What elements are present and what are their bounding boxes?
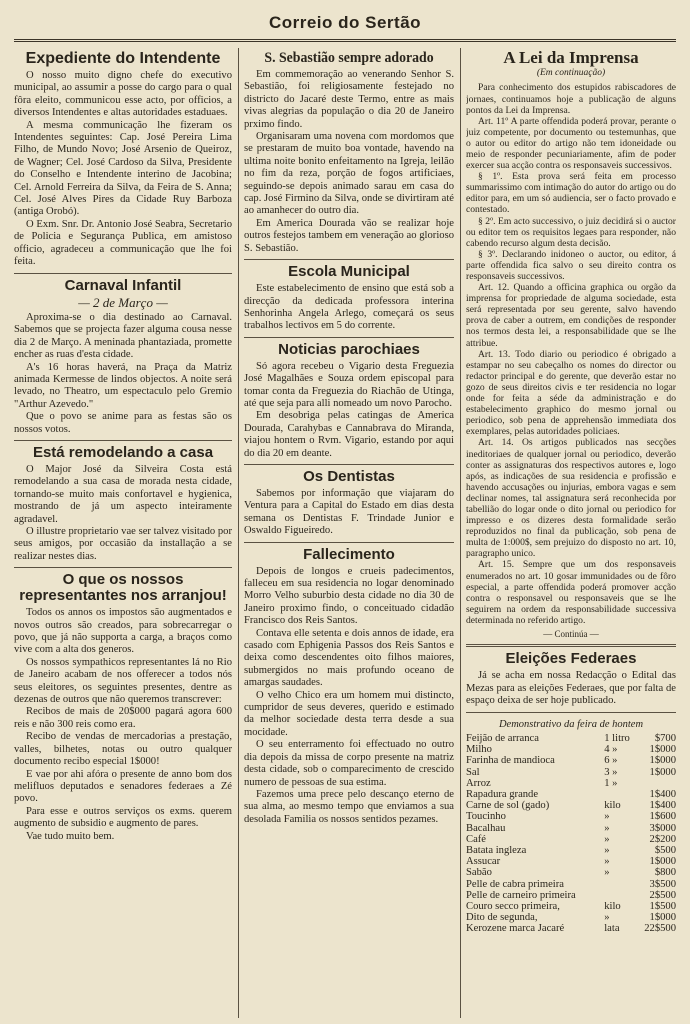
feira-item-unit: »	[604, 811, 610, 823]
feira-item-price: 1$000	[649, 912, 676, 924]
feira-item-unit: »	[604, 867, 610, 879]
paragraph: O illustre proprietario vae ser talvez visitado por seus amigos, por occasião da installação a se realizar nestes dias.	[14, 526, 232, 562]
paragraph: Todos os annos os impostos são augmentados e novos outros são creados, para sobrecarregar o povo, que já não supporta a carga, a braços como vive com a alta dos generos.	[14, 607, 232, 656]
article-separator	[244, 259, 454, 260]
feira-item-name: Arroz	[466, 777, 491, 789]
article-title: Carnaval Infantil	[64, 276, 182, 294]
article-sebastiao	[244, 50, 454, 255]
feira-item-price: 2$200	[649, 833, 676, 845]
article-eleicoes	[466, 651, 676, 707]
feira-item-price: 22$500	[644, 923, 676, 935]
feira-item-price: 3$500	[649, 878, 676, 890]
paragraph: Aproxima-se o dia destinado ao Carnaval. Sabemos que se projecta fazer alguma cousa nesse dia 2 de Março. A meninada phantaziada, promette encher as ruas d'esta cidade.	[14, 311, 232, 361]
column-divider	[238, 48, 239, 1018]
feira-item-name: Feijão de arranca	[466, 733, 539, 745]
paragraph: Que o povo se anime para as festas são os nossos votos.	[14, 411, 232, 435]
article-separator	[466, 712, 676, 713]
article-title: Está remodelando a casa	[32, 443, 214, 461]
article-carnaval	[14, 278, 232, 436]
column-3	[466, 48, 676, 1018]
feira-item-name: Sabão	[466, 867, 492, 879]
feira-item-name: Kerozene marca Jacaré	[466, 923, 565, 935]
paragraph: Este estabelecimento de ensino que está sob a direcção da dedicada professora interina Senhorinha Angela Arlego, começará os seus trabalhos lectivos em 5 do corrente.	[244, 283, 454, 332]
article-title: A Lei da Imprensa	[503, 48, 639, 67]
feira-item-name: Bacalhau	[466, 822, 506, 834]
feira-row	[466, 856, 676, 867]
feira-item-unit: 1 »	[604, 777, 618, 789]
feira-row	[466, 755, 676, 766]
feira-item-name: Assucar	[466, 856, 501, 868]
feira-item-name: Batata ingleza	[466, 845, 527, 857]
newspaper-title: Correio do Sertão	[268, 13, 422, 32]
paragraph: Sabemos por informação que viajaram do Ventura para a Capital do Estado em dias desta semana os Dentistas F. Trindade Junior e Oswaldo Figueiredo.	[244, 487, 454, 537]
feira-item-unit: »	[604, 856, 610, 868]
paragraph: § 1º. Esta prova será feita em processo summarissimo com intimação do autor do artigo ou do editor para, em um só audiencia, ser o facto provado e contestado.	[466, 171, 676, 216]
feira-item-price: 1$600	[649, 811, 676, 823]
feira-row	[466, 789, 676, 800]
masthead	[0, 8, 690, 42]
article-title: O que os nossos representantes nos arranjou!	[19, 571, 227, 605]
paragraph: A's 16 horas haverá, na Praça da Matriz animada Kermesse de lindos objectos. A noite será levado, no Theatro, um espectaculo pelo Gremio "Arthur Azevedo."	[14, 361, 232, 410]
article-fallecimento	[244, 547, 454, 827]
feira-item-name: Carne de sol (gado)	[466, 800, 550, 812]
feira-item-price: 1$000	[649, 856, 676, 868]
feira-row	[466, 845, 676, 856]
article-subtitle: (Em continuação)	[536, 68, 606, 78]
article-separator	[466, 644, 676, 647]
feira-item-name: Farinha de mandioca	[466, 755, 555, 767]
paragraph: Recibo de vendas de mercadorias a prestação, valles, bilhetes, notas ou outro qualquer documento recibo especial 1$000!	[14, 731, 232, 768]
paragraph: § 2º. Em acto successivo, o juiz decidirá si o auctor ou editor tem os requisitos legaes para responder, não cabendo recurso algum desta decisão.	[466, 215, 676, 249]
article-separator	[14, 273, 232, 274]
feira-item-price: 2$500	[649, 889, 676, 901]
column-divider	[460, 48, 461, 1018]
feira-item-price: 1$000	[649, 744, 676, 756]
feira-item-name: Milho	[466, 744, 492, 756]
feira-row	[466, 867, 676, 878]
article-dentistas	[244, 469, 454, 538]
paragraph: Em desobriga pelas catingas de America Dourada, Carahybas e Cannabrava do Miranda, viajou hontem o Rvm. Vigario, estando por aqui do dia 20 em deante.	[244, 410, 454, 459]
feira-item-name: Pelle de carneiro primeira	[466, 889, 576, 901]
feira-item-unit: »	[604, 845, 610, 857]
article-separator	[244, 542, 454, 543]
article-title: Fallecimento	[303, 545, 395, 563]
paragraph: O velho Chico era um homem mui distincto, cumpridor de seus deveres, querido e estimado da melhor sociedade desta terra desde a sua mocidade.	[244, 689, 454, 738]
paragraph: Contava elle setenta e dois annos de idade, era casado com Ephigenia Passos dos Reis Santos e deixa como descendentes oito filhos maiores, submergidos no mais profundo oceano de amargas saudades.	[244, 627, 454, 689]
article-subtitle: — 2 de Março —	[78, 294, 168, 310]
feira-item-name: Dito de segunda,	[466, 912, 538, 924]
feira-title: Demonstrativo da feira de hontem	[498, 718, 644, 730]
feira-item-name: Sal	[466, 766, 480, 778]
article-separator	[14, 440, 232, 441]
paragraph: O Exm. Snr. Dr. Antonio José Seabra, Secretario de Policia e Segurança Publica, em amistoso officio, agradeceu a communicação que lhe foi feita.	[14, 218, 232, 268]
feira-item-price: 1$400	[649, 800, 676, 812]
article-title: Eleições Federaes	[505, 650, 637, 668]
article-parochiaes	[244, 342, 454, 460]
feira-row	[466, 767, 676, 778]
paragraph: A mesma communicação lhe fizeram os Intendentes seguintes: Cap. José Pereira Lima Filho, de Mundo Novo; José Arsenio de Queiroz, de Wagner; Cel. José Cardoso da Silva, Presidente do Conselho e Intendente interino de Jacobina; Cel. Arnold Ferreira da Silva, da Feira de S. Anna; Cel. José Alves Pires da Cidade Ruy Barboza (antiga Orobó).	[14, 119, 232, 218]
article-title: Escola Municipal	[288, 263, 410, 281]
paragraph: Organisaram uma novena com mordomos que se prestaram de muito boa vontade, havendo na ultima noite bonito enfeitamento na Igreja, leilão no fim da reza, porção de fogos artificiaes, seguindo-se depois animado sarau em casa do cap. José Firmino da Silva, onde se divirtiram até ao amanhecer do outro dia.	[244, 131, 454, 217]
feira-item-unit: kilo	[604, 800, 621, 812]
feira-item-price: $700	[654, 733, 676, 745]
feira-item-price	[637, 778, 676, 789]
feira-row	[466, 823, 676, 834]
feira-item-price: 1$500	[649, 901, 676, 913]
masthead-rule	[14, 39, 676, 42]
feira-item-unit: 3 »	[604, 766, 618, 778]
paragraph: E vae por ahi afóra o presente de anno bom dos melifluos deputados e senadores federaes a Zé povo.	[14, 768, 232, 805]
feira-row	[466, 800, 676, 811]
feira-item-unit: 1 litro	[604, 733, 630, 745]
article-separator	[14, 567, 232, 568]
feira-table	[466, 733, 676, 935]
feira-item-price: 1$400	[649, 789, 676, 801]
paragraph: O Major José da Silveira Costa está remodelando a sua casa de morada nesta cidade, tornando-se muito mais confortavel e hygienica, mostrando de já um aspecto inteiramente agradavel.	[14, 463, 232, 525]
column-2	[244, 48, 454, 1018]
paragraph: Fazemos uma prece pelo descanço eterno de sua alma, ao mesmo tempo que enviamos a sua desolada Familia os nossos sentidos pezames.	[244, 788, 454, 825]
feira-item-name: Toucinho	[466, 811, 506, 823]
paragraph: Para esse e outros serviços os exms. querem augmento de subsidio e augmento de pares.	[14, 805, 232, 830]
article-title: Noticias parochiaes	[278, 340, 420, 358]
feira-row	[466, 811, 676, 822]
article-escola	[244, 264, 454, 333]
feira-item-name: Pelle de cabra primeira	[466, 878, 564, 890]
paragraph: O seu enterramento foi effectuado no outro dia depois da missa de corpo presente na matriz desta cidade, sob o comparecimento de crescido numero de pessoas de sua estima.	[244, 739, 454, 788]
feira-item-price: $500	[654, 845, 676, 857]
article-title: S. Sebastião sempre adorado	[264, 50, 434, 66]
feira-item-name: Café	[466, 833, 486, 845]
paragraph: Em commemoração ao venerando Senhor S. Sebastião, foi religiosamente festejado no districto do Jacaré deste Termo, entre as mais vivas alegrias da população o dia 20 de Janeiro prximo findo.	[244, 69, 454, 130]
paragraph: Em America Dourada vão se realizar hoje outros festejos tambem em veneração ao glorioso S. Sebastião.	[244, 217, 454, 254]
feira-item-unit	[602, 789, 636, 800]
feira-item-unit: 6 »	[604, 755, 618, 767]
article-expediente	[14, 50, 232, 269]
feira-item-unit: 4 »	[604, 744, 618, 756]
article-representantes	[14, 572, 232, 843]
paragraph: Vae tudo muito bem.	[26, 830, 115, 842]
feira-item-price: 1$000	[649, 766, 676, 778]
feira-row	[466, 733, 676, 744]
article-title: Os Dentistas	[303, 467, 395, 485]
article-remodelando	[14, 445, 232, 563]
article-title: Expediente do Intendente	[25, 50, 221, 67]
continua-note: — Continúa —	[543, 629, 599, 639]
paragraph: § 3º. Declarando inidoneo o auctor, ou editor, á parte offendida fica salvo o seu direito contra os responsaveis successivos.	[466, 248, 676, 282]
paragraph: Depois de longos e crueis padecimentos, falleceu em sua residencia no logar denominado Morro Velho suburbio desta cidade no dia 30 de Janeiro proximo findo, o conceituado cidadão Francisco dos Reis Santos.	[244, 565, 454, 627]
feira-row	[466, 912, 676, 923]
feira-item-unit: »	[604, 833, 610, 845]
feira-item-unit	[602, 879, 636, 890]
feira-row	[466, 834, 676, 845]
feira-item-unit: lata	[604, 923, 620, 935]
paragraph: Art. 12. Quando a officina graphica ou orgão da imprensa for propriedade de alguma sociedade, esta será representada por seu gerente, salvo havendo prova de caber a outrem, em condições de responder nos termos desta lei, a responsabilidade que se lhe attribue.	[466, 282, 676, 349]
feira-item-name: Couro secco primeira,	[466, 901, 560, 913]
column-1	[14, 48, 232, 1018]
paragraph: Art. 11º A parte offendida poderá provar, perante o juiz competente, por documento ou testemunhas, que o autor ou editor do artigo não tem idoneidade ou meio de responder pecuniariamente, afim de poder exercer sua acção contra os responsaveis successivos.	[466, 115, 676, 172]
paragraph: Já se acha em nossa Redacção o Edital das Mezas para as eleições Federaes, que por falta de espaço deixa de ser hoje publicado.	[466, 670, 676, 707]
paragraph: O nosso muito digno chefe do executivo municipal, ao assumir a posse do cargo para o qual fôra eleito, communicou esse acto, por officios, a diversos Intendentes e altas autoridades estaduaes.	[14, 70, 232, 119]
article-separator	[244, 464, 454, 465]
paragraph: Art. 14. Os artigos publicados nas secções ineditoriaes de qualquer jornal ou periodico, deverão conter as assignaturas dos respectivos autores e, logo após, as indicações de sua residencia e profissão e havendo accusações ou injurias, embora vagas e sem declinar nomes, tal assignatura será reconhecida por tabellião do logar onde o dito jornal ou periodico for impresso e os dizeres desta formalidade serão reproduzidos no final da publicação, sob pena de multa de 1:000$, sem prejuizo do disposto no art. 10, paragrapho unico.	[466, 437, 676, 560]
article-lei-imprensa	[466, 50, 676, 640]
feira-row	[466, 778, 676, 789]
paragraph: Para conhecimento dos estupidos rabiscadores de jornaes, continuamos hoje a publicação de alguns pontos da Lei da Imprensa.	[466, 82, 676, 116]
feira-item-unit: »	[604, 912, 610, 924]
feira-row	[466, 890, 676, 901]
feira-row	[466, 901, 676, 912]
feira-row	[466, 744, 676, 755]
article-separator	[244, 337, 454, 338]
feira-item-price: 3$000	[649, 822, 676, 834]
feira-item-unit: »	[604, 822, 610, 834]
feira-item-name: Rapadura grande	[466, 789, 539, 801]
feira-item-unit: kilo	[604, 901, 621, 913]
paragraph: Art. 13. Todo diario ou periodico é obrigado a estampar no seu cabeçalho os nomes do director ou redactor principal e do gerente, que deverão estar no gozo de seus direitos civis e ter residencia no logar onde for feita a séde da administração e do estabelecimento graphico do mesmo jornal ou periodico, sob pena de apprehensão immediata dos exemplares, pelas autoridades policiaes.	[466, 348, 676, 438]
paragraph: Art. 15. Sempre que um dos responsaveis enumerados no art. 10 gosar immunidades ou de fôro especial, a parte offendida poderá promover acção contra o responsavel ou responsaveis que se lhe seguirem na ordem da responsabilidade successiva determinada no referido artigo.	[466, 559, 676, 626]
feira-item-unit	[602, 890, 636, 901]
feira-item-price: 1$000	[649, 755, 676, 767]
paragraph: Recibos de mais de 20$000 pagará agora 600 reis e não 300 reis como era.	[14, 706, 232, 730]
feira-row	[466, 879, 676, 890]
feira-row	[466, 923, 676, 934]
paragraph: Só agora recebeu o Vigario desta Freguezia José Magalhães e Souza ordem episcopal para tomar conta da Freguezia do Riachão de Utinga, até que seja para alli nomeado um novo Parocho.	[244, 360, 454, 409]
feira-item-price: $800	[654, 867, 676, 879]
paragraph: Os nossos sympathicos representantes lá no Rio de Janeiro acabam de nos offerecer a todos nós seus eleitores, os seguintes presentes, dentre as dezenas de outros que não queremos transcrever:	[14, 656, 232, 706]
